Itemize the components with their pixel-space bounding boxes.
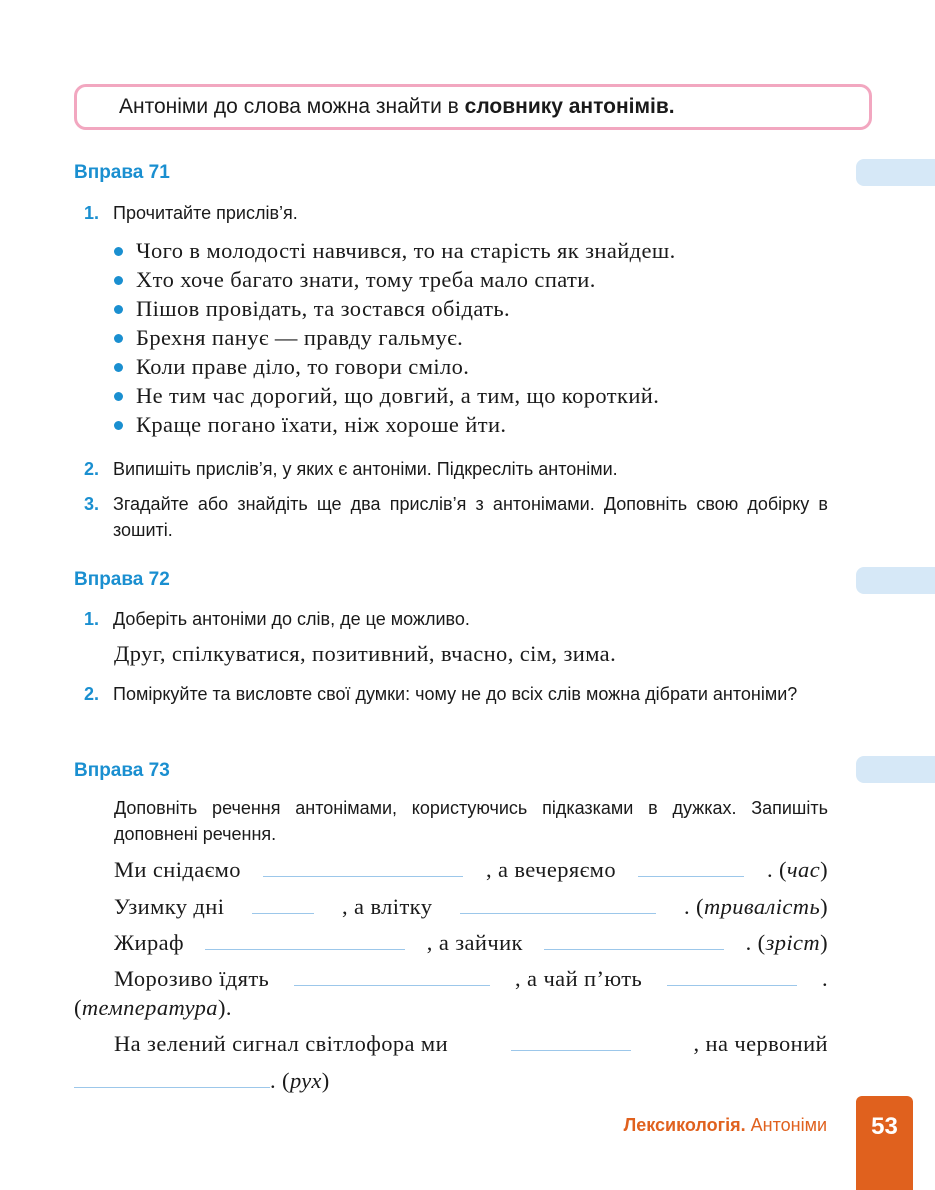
sentence-part: Узимку дні [114,894,225,919]
sentence-part: ) [820,857,828,882]
task-number: 1. [84,609,100,629]
sentence-1 [114,857,828,883]
sentence-part: Морозиво їдять [114,966,270,991]
rule-box [74,84,872,130]
rule-text: Антоніми до слова можна знайти в [119,95,465,118]
sentence-part: . ( [745,930,766,955]
sentence-part: ) [321,1068,330,1093]
sentence-4 [114,966,828,992]
task-number: 3. [84,494,100,514]
task-text: Прочитайте прислів’я. [113,203,298,223]
ex71-task-1 [84,200,828,226]
footer-section: Лексикологія. [623,1115,746,1135]
sentence-part: Ми снідаємо [114,857,241,882]
answer-blank[interactable] [511,1032,631,1051]
sentence-part: На зелений сигнал світлофора ми [114,1031,449,1056]
side-tab-73 [856,756,935,783]
sentence-part: . ( [683,894,704,919]
exercise-73-title: Вправа 73 [74,760,170,781]
proverb-text: Краще погано їхати, ніж хороше йти. [136,412,507,437]
task-text: Доберіть антоніми до слів, де це можливо. [113,609,470,629]
bullet-icon [114,392,123,401]
sentence-2 [114,894,828,920]
sentence-part: ). [217,995,232,1020]
sentence-part: , на червоний [693,1031,828,1056]
proverb-item [114,236,828,265]
sentence-part: ) [820,894,828,919]
hint-text: рух [289,1068,322,1093]
bullet-icon [114,276,123,285]
answer-blank[interactable] [638,858,744,877]
sentence-3 [114,930,828,956]
answer-blank[interactable] [460,895,656,914]
ex73-instruction [114,795,828,847]
hint-text: час [786,857,821,882]
task-number: 1. [84,203,100,223]
bullet-icon [114,421,123,430]
footer-topic: Антоніми [750,1115,827,1135]
task-text: Випишіть прислів’я, у яких є антоніми. Підкресліть антоніми. [113,459,618,479]
bullet-icon [114,247,123,256]
task-text: Згадайте або знайдіть ще два прислів’я з антонімами. Доповніть свою добірку в зошиті. [113,494,828,540]
sentence-part: ) [820,930,828,955]
answer-blank[interactable] [263,858,463,877]
proverb-text: Брехня панує — правду гальмує. [136,325,464,350]
sentence-part: . ( [766,857,787,882]
side-tab-71 [856,159,935,186]
exercise-71-title: Вправа 71 [74,162,170,183]
proverb-item [114,410,828,439]
ex72-task-2 [84,681,828,707]
proverb-text: Чого в молодості навчився, то на старість як знайдеш. [136,238,676,263]
rule-bold-text: словнику антонімів. [464,95,675,118]
side-tab-72 [856,567,935,594]
proverb-item [114,323,828,352]
sentence-part: . [821,966,828,991]
sentence-5-end [74,1068,330,1094]
word-list: Друг, спілкуватися, позитивний, вчасно, сім, зима. [114,641,617,666]
hint-text: тривалість [703,894,821,919]
proverb-item [114,352,828,381]
footer-section-label [624,1115,827,1136]
sentence-part: , а влітку [341,894,433,919]
sentence-5 [114,1031,828,1057]
page-number: 53 [856,1096,913,1190]
task-number: 2. [84,459,100,479]
hint-text: зріст [765,930,821,955]
sentence-part: . ( [270,1068,290,1093]
proverb-list [114,236,828,439]
task-text: Поміркуйте та висловте свої думки: чому не до всіх слів можна дібрати антоніми? [113,684,798,704]
bullet-icon [114,334,123,343]
task-text: Доповніть речення антонімами, користуючись підказками в дужках. Запишіть доповнені речення. [114,798,828,844]
hint-text: температура [81,995,218,1020]
sentence-part: Жираф [114,930,185,955]
ex71-task-2 [84,456,828,482]
proverb-item [114,294,828,323]
answer-blank[interactable] [544,931,724,950]
task-number: 2. [84,684,100,704]
proverb-text: Коли праве діло, то говори сміло. [136,354,470,379]
exercise-72-title: Вправа 72 [74,569,170,590]
answer-blank[interactable] [74,1069,270,1088]
proverb-text: Хто хоче багато знати, тому треба мало спати. [136,267,596,292]
sentence-part: , а зайчик [426,930,523,955]
sentence-part: , а чай п’ють [515,966,643,991]
proverb-item [114,265,828,294]
answer-blank[interactable] [205,931,405,950]
sentence-part: , а вечеряємо [485,857,616,882]
proverb-text: Не тим час дорогий, що довгий, а тим, що короткий. [136,383,660,408]
answer-blank[interactable] [252,895,314,914]
proverb-item [114,381,828,410]
sentence-part: ( [74,995,82,1020]
bullet-icon [114,305,123,314]
ex72-task-1 [84,606,828,632]
ex71-task-3 [84,491,828,543]
answer-blank[interactable] [294,967,490,986]
sentence-4-hint [74,995,232,1021]
proverb-text: Пішов провідать, та зостався обідать. [136,296,511,321]
answer-blank[interactable] [667,967,797,986]
bullet-icon [114,363,123,372]
